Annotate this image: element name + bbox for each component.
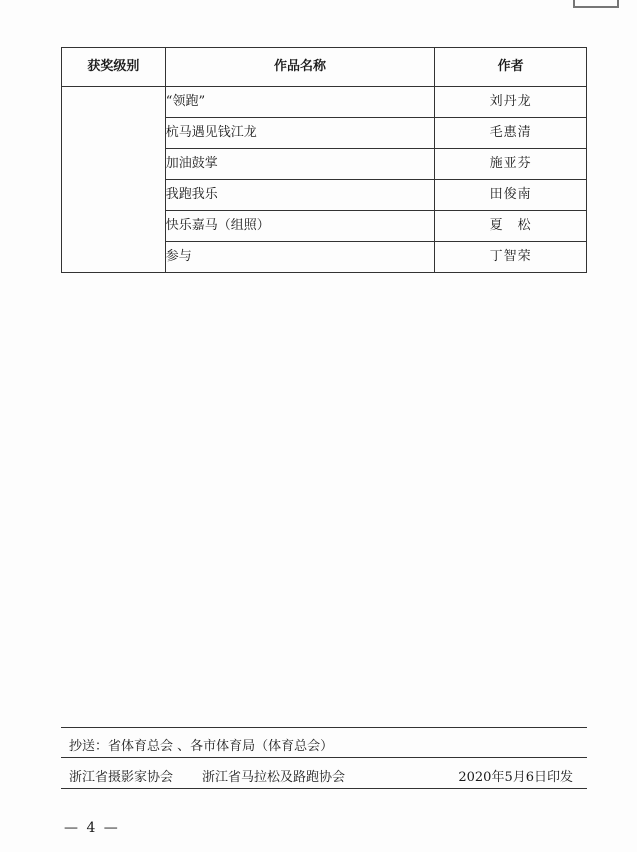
- footer-rule-top: [61, 727, 587, 728]
- header-work-title: 作品名称: [165, 48, 434, 87]
- awards-table: [61, 47, 587, 273]
- award-level-cell: [62, 87, 166, 273]
- issuer-photographers-association: 浙江省摄影家协会: [69, 770, 174, 785]
- print-date: 2020年5月6日印发: [458, 770, 573, 785]
- work-title-cell: 杭马遇见钱江龙: [165, 118, 434, 149]
- author-cell: 施亚芬: [435, 149, 587, 180]
- work-title-cell: 快乐嘉马（组照）: [165, 211, 434, 242]
- table-row: [62, 87, 587, 118]
- scan-artifact: [573, 0, 619, 8]
- author-cell: 丁智荣: [435, 242, 587, 273]
- author-cell: 夏 松: [435, 211, 587, 242]
- work-title-cell: “领跑”: [165, 87, 434, 118]
- work-title-cell: 加油鼓掌: [165, 149, 434, 180]
- table-header-row: [62, 48, 587, 87]
- cc-line: 抄送：省体育总会 、各市体育局（体育总会）: [69, 739, 334, 754]
- page-number: — 4 —: [64, 820, 120, 836]
- author-cell: 毛惠清: [435, 118, 587, 149]
- footer-rule-bottom: [61, 788, 587, 789]
- header-author: 作者: [435, 48, 587, 87]
- author-cell: 刘丹龙: [435, 87, 587, 118]
- work-title-cell: 参与: [165, 242, 434, 273]
- work-title-cell: 我跑我乐: [165, 180, 434, 211]
- issuer-marathon-association: 浙江省马拉松及路跑协会: [202, 770, 346, 785]
- author-cell: 田俊南: [435, 180, 587, 211]
- footer-rule-middle: [61, 757, 587, 758]
- header-award-level: 获奖级别: [62, 48, 166, 87]
